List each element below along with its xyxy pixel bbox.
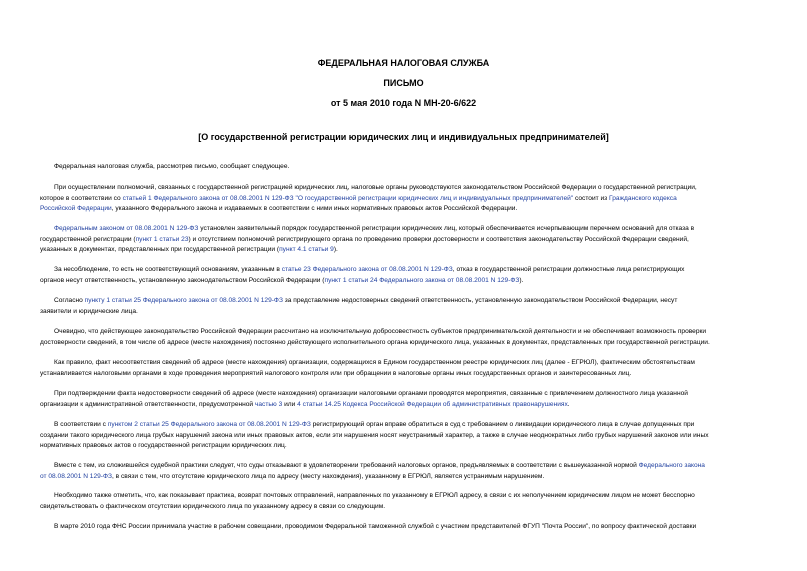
text-run: органов несут ответственность, установленную законодательством Российской Федерации (: [40, 276, 325, 284]
paragraph: [40, 358, 767, 379]
text-run: достоверности сведений, в том числе об адресе (месте нахождения) постоянно действующего исполнительного органа юридического лица, указанных в документах, представленных при государственной регистрации.: [40, 338, 710, 346]
legal-reference-link[interactable]: пункт 1 статьи 23: [135, 235, 189, 243]
text-run: При осуществлении полномочий, связанных с государственной регистрацией юридических лиц, налоговые органы руководствуются законодательством Российской Федерации о государственной регистрации,: [54, 184, 697, 191]
paragraph: [40, 461, 767, 482]
paragraph-line: [40, 472, 767, 483]
text-run: ) и отсутствием полномочий регистрирующего органа по проведению проверки достоверности и соответствия законодательству Российской Федерации сведений,: [188, 235, 689, 243]
text-run: Вместе с тем, из сложившейся судебной практики следует, что суды отказывают в удовлетворении требований налоговых органов, предъявляемых в соответствии с вышеуказанной нормой: [54, 462, 639, 469]
paragraph-line: [40, 327, 767, 338]
text-run: , отказ в государственной регистрации должностные лица регистрирующих: [452, 266, 685, 273]
paragraph: [40, 389, 767, 410]
paragraph: [40, 162, 767, 173]
paragraph-line: [40, 441, 767, 452]
document-type: ПИСЬМО: [383, 78, 424, 88]
text-run: регистрирующий орган вправе обратиться в суд с требованием о ликвидации юридического лица в случае допущенных при: [310, 421, 695, 428]
text-run: которое в соответствии со: [40, 194, 123, 202]
paragraph-line: [40, 358, 767, 369]
text-run: При подтверждении факта недостоверности сведений об адресе (месте нахождения) организации налоговыми органами проводятся мероприятия, связанные с привлечением должностного лица указанной: [54, 390, 688, 397]
paragraph: [40, 265, 767, 286]
text-run: .: [567, 400, 570, 408]
text-run: или: [282, 400, 298, 408]
legal-reference-link[interactable]: пункту 1 статьи 25 Федерального закона от 08.08.2001 N 129-ФЗ: [84, 297, 283, 304]
paragraph-line: [40, 338, 767, 349]
legal-reference-link[interactable]: Федеральным законом от 08.08.2001 N 129-ФЗ: [54, 225, 199, 232]
paragraph: [40, 522, 767, 533]
text-run: , в связи с тем, что отсутствие юридического лица по адресу (месту нахождения), указанному в ЕГРЮЛ, является устранимым нарушением.: [112, 472, 545, 480]
legal-reference-link[interactable]: статьей 1 Федерального закона от 08.08.2001 N 129-ФЗ "О государственной регистрации юридических лиц и индивидуальных предпринимателей": [122, 194, 574, 202]
text-run: В соответствии с: [54, 421, 108, 428]
paragraph-line: [40, 502, 767, 513]
paragraph: [40, 224, 767, 256]
text-run: установлен заявительный порядок государственной регистрации юридических лиц, который обеспечивается исчерпывающим перечнем оснований для отказа в: [198, 225, 695, 232]
text-run: состоит из: [573, 194, 610, 202]
text-run: свидетельствовать о фактическом отсутствии юридического лица по указанному адресу в связи со следующим.: [40, 502, 386, 510]
legal-reference-link[interactable]: Гражданского кодекса: [609, 194, 677, 202]
paragraph-line: [40, 204, 767, 215]
legal-reference-link[interactable]: от 08.08.2001 N 129-ФЗ: [40, 472, 112, 480]
legal-reference-link[interactable]: пунктом 2 статьи 25 Федерального закона от 08.08.2001 N 129-ФЗ: [107, 421, 311, 428]
legal-reference-link[interactable]: 4 статьи 14.25 Кодекса Российской Федерации об административных правонарушениях: [297, 400, 568, 408]
paragraph-line: [40, 369, 767, 380]
paragraph-line: [40, 265, 767, 276]
paragraph-line: [40, 431, 767, 442]
text-run: , указанного Федерального закона и издаваемых в соответствии с ними иных нормативных правовых актов Российской Федерации.: [111, 205, 518, 212]
paragraph-line: [40, 235, 767, 246]
paragraph-line: [40, 296, 767, 307]
paragraph-line: [40, 276, 767, 287]
document-date-number: от 5 мая 2010 года N МН-20-6/622: [330, 98, 477, 108]
paragraph-line: [40, 389, 767, 400]
legal-reference-link[interactable]: пункт 4.1 статьи 9: [279, 246, 334, 253]
text-run: за представление недостоверных сведений ответственность, установленную законодательством Российской Федерации, несут: [282, 297, 678, 304]
legal-reference-link[interactable]: частью 3: [254, 400, 283, 408]
document-title: [О государственной регистрации юридических лиц и индивидуальных предпринимателей]: [198, 132, 609, 142]
legal-reference-link[interactable]: Федерального закона: [638, 462, 705, 469]
text-run: Как правило, факт несоответствия сведений об адресе (месте нахождения) организации, содержащихся в Едином государственном реестре юридических лиц (далее - ЕГРЮЛ), фактическим обстоятельствам: [54, 359, 695, 366]
legal-reference-link[interactable]: пункт 1 статьи 24 Федерального закона от 08.08.2001 N 129-ФЗ: [324, 276, 520, 284]
text-run: государственной регистрации (: [40, 235, 136, 243]
paragraph-line: [40, 491, 767, 502]
paragraph-line: [40, 194, 767, 205]
paragraph: [40, 327, 767, 348]
paragraph: [40, 420, 767, 452]
paragraph-line: [40, 420, 767, 431]
paragraph-line: [40, 224, 767, 235]
text-run: В марте 2010 года ФНС России принимала участие в рабочем совещании, проводимом Федеральной таможенной службой с участием представителей ФГУП "Почта России", по вопросу фактической доставки: [54, 523, 697, 530]
text-run: создании такого юридического лица грубых нарушений закона или иных правовых актов, если эти нарушения носят неустранимый характер, а также в случае неоднократных либо грубых нарушений законов или иных: [40, 431, 709, 439]
paragraph: [40, 491, 767, 512]
paragraph-line: [40, 461, 767, 472]
text-run: ).: [519, 276, 524, 284]
paragraph-line: [40, 245, 767, 256]
paragraph-line: [40, 183, 767, 194]
text-run: Федеральная налоговая служба, рассмотрев письмо, сообщает следующее.: [54, 163, 290, 170]
legal-reference-link[interactable]: статье 23 Федерального закона от 08.08.2001 N 129-ФЗ: [281, 266, 453, 273]
text-run: Согласно: [54, 297, 85, 304]
text-run: ).: [333, 246, 338, 253]
paragraph-line: [40, 522, 767, 533]
text-run: Необходимо также отметить, что, как показывает практика, возврат почтовых отправлений, направленных по указанному в ЕГРЮЛ адресу, в связи с их неполучением юридическим лицом не может бесспорно: [54, 492, 695, 499]
text-run: указанных в документах, представленных при государственной регистрации (: [40, 246, 280, 253]
paragraph: [40, 296, 767, 317]
paragraph-line: [40, 307, 767, 318]
legal-reference-link[interactable]: Российской Федерации: [40, 205, 112, 212]
text-run: организации к административной ответственности, предусмотренной: [40, 400, 255, 408]
paragraph-line: [40, 162, 767, 173]
text-run: заявители и юридические лица.: [40, 307, 138, 315]
agency-name: ФЕДЕРАЛЬНАЯ НАЛОГОВАЯ СЛУЖБА: [317, 58, 490, 68]
text-run: За несоблюдение, то есть не соответствующий основаниям, указанным в: [54, 266, 282, 273]
text-run: нормативных правовых актов о государственной регистрации юридических лиц.: [40, 442, 287, 449]
paragraph: [40, 183, 767, 215]
text-run: устанавливается налоговыми органами в ходе проведения мероприятий налогового контроля или при обращении в налоговые органы иных государственных органов и заинтересованных лиц.: [40, 369, 632, 377]
text-run: Очевидно, что действующее законодательство Российской Федерации рассчитано на исключительную добросовестность субъектов предпринимательской деятельности и не обеспечивает возможность проверки: [54, 328, 707, 335]
paragraph-line: [40, 400, 767, 411]
